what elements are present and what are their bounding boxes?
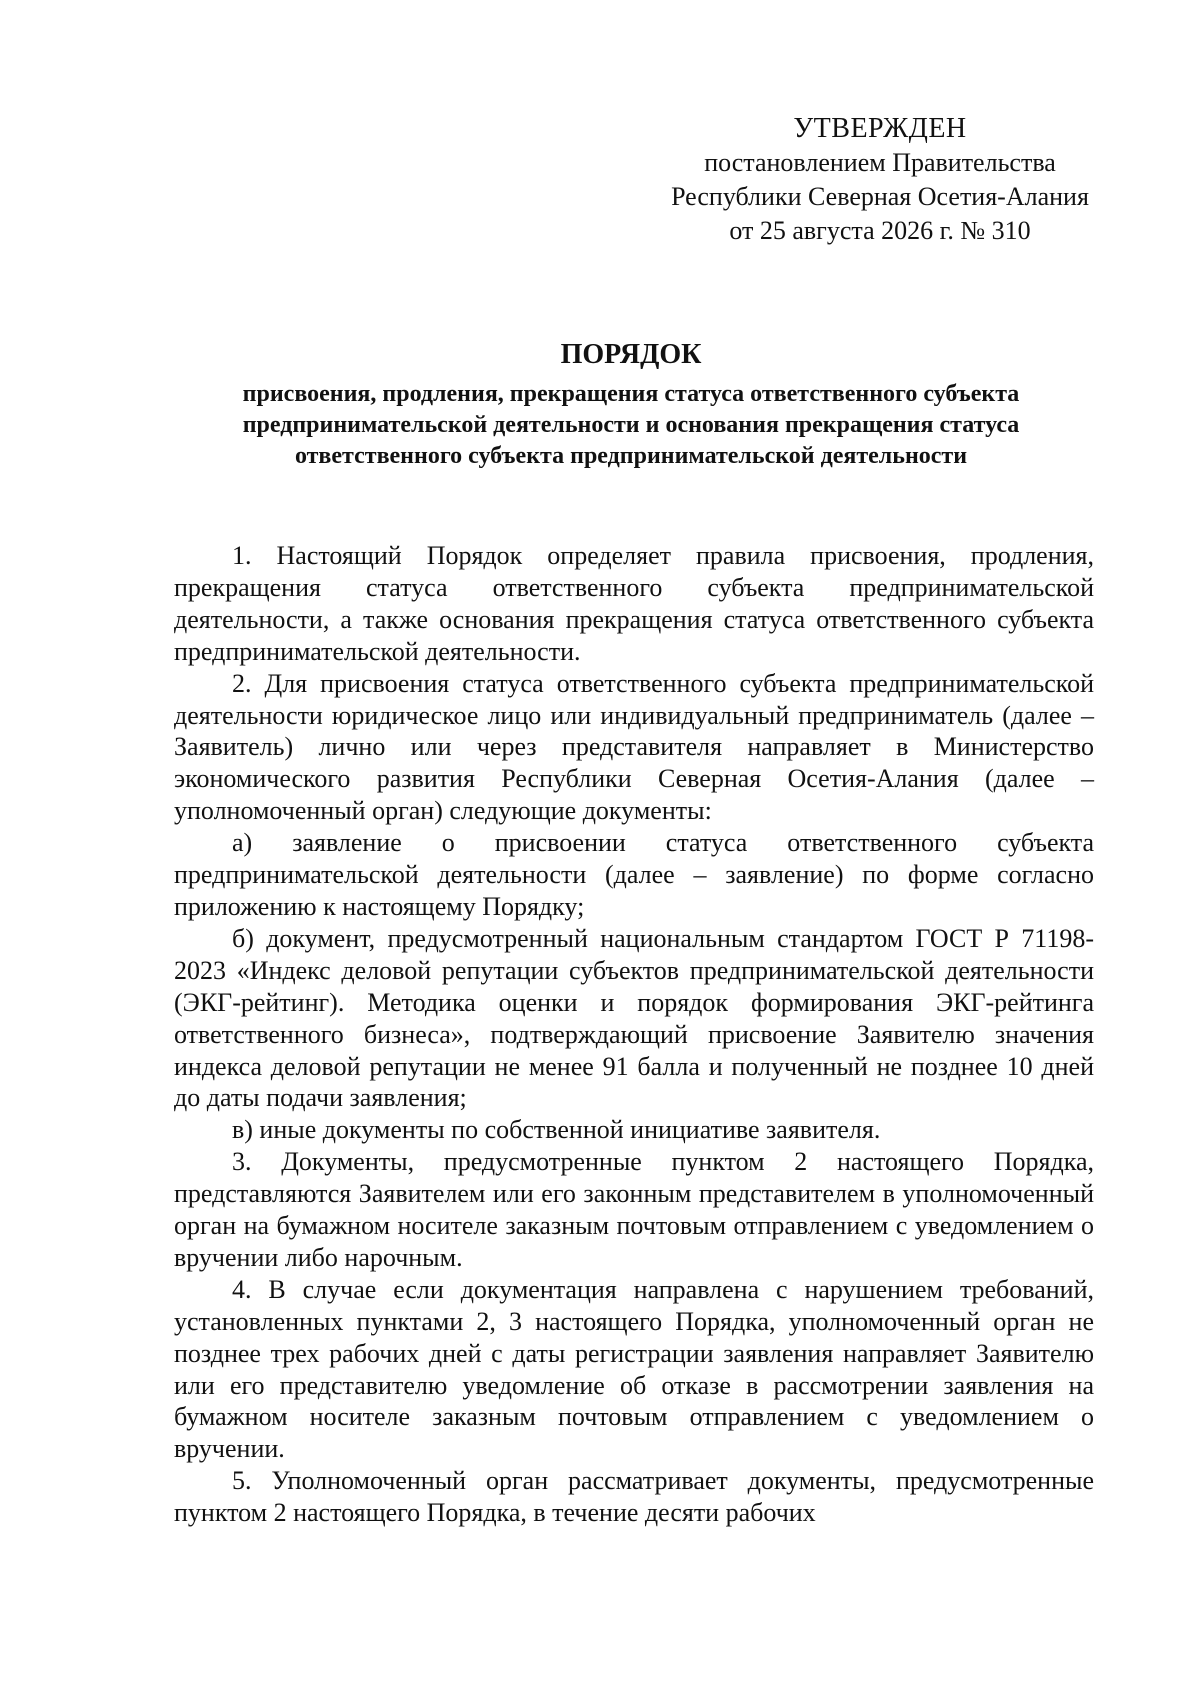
- paragraph-2b: б) документ, предусмотренный национальным стандартом ГОСТ Р 71198-2023 «Индекс деловой репутации субъектов предпринимательской деятельности (ЭКГ-рейтинг). Методика оценки и порядок формирования ЭКГ-рейтинга ответственного бизнеса», подтверждающий присвоение Заявителю значения индекса деловой репутации не менее 91 балла и полученный не позднее 10 дней до даты подачи заявления;: [174, 923, 1094, 1113]
- paragraph-5: 5. Уполномоченный орган рассматривает документы, предусмотренные пунктом 2 настоящего Порядка, в течение десяти рабочих: [174, 1466, 1094, 1528]
- approval-title: УТВЕРЖДЕН: [793, 113, 967, 144]
- document-heading: [170, 335, 1092, 472]
- approval-line-1: постановлением Правительства: [704, 148, 1056, 177]
- paragraph-2: 2. Для присвоения статуса ответственного субъекта предпринимательской деятельности юридическое лицо или индивидуальный предприниматель (далее – Заявитель) лично или через представителя направляет в Министерство экономического развития Республики Северная Осетия-Алания (далее – уполномоченный орган) следующие документы:: [174, 668, 1094, 826]
- paragraph-4: 4. В случае если документация направлена с нарушением требований, установленных пунктами 2, 3 настоящего Порядка, уполномоченный орган не позднее трех рабочих дней с даты регистрации заявления направляет Заявителю или его представителю уведомление об отказе в рассмотрении заявления на бумажном носителе заказным почтовым отправлением с уведомлением о вручении.: [174, 1274, 1094, 1464]
- paragraph-3: 3. Документы, предусмотренные пунктом 2 настоящего Порядка, представляются Заявителем или его законным представителем в уполномоченный орган на бумажном носителе заказным почтовым отправлением с уведомлением о вручении либо нарочным.: [174, 1147, 1094, 1272]
- document-title: ПОРЯДОК: [560, 339, 702, 370]
- paragraph-2c: в) иные документы по собственной инициативе заявителя.: [232, 1115, 881, 1145]
- approval-line-3: от 25 августа 2026 г. № 310: [729, 216, 1031, 245]
- paragraph-2a: а) заявление о присвоении статуса ответственного субъекта предпринимательской деятельности (далее – заявление) по форме согласно приложению к настоящему Порядку;: [174, 828, 1094, 921]
- document-body: [174, 540, 1094, 1529]
- approval-block: [600, 112, 1160, 248]
- document-subtitle: присвоения, продления, прекращения статуса ответственного субъекта предпринимательской деятельности и основания прекращения статуса ответственного субъекта предпринимательской деятельности: [242, 381, 1020, 469]
- approval-line-2: Республики Северная Осетия-Алания: [671, 182, 1089, 211]
- paragraph-1: 1. Настоящий Порядок определяет правила присвоения, продления, прекращения статуса ответственного субъекта предпринимательской деятельности, а также основания прекращения статуса ответственного субъекта предпринимательской деятельности.: [174, 541, 1094, 666]
